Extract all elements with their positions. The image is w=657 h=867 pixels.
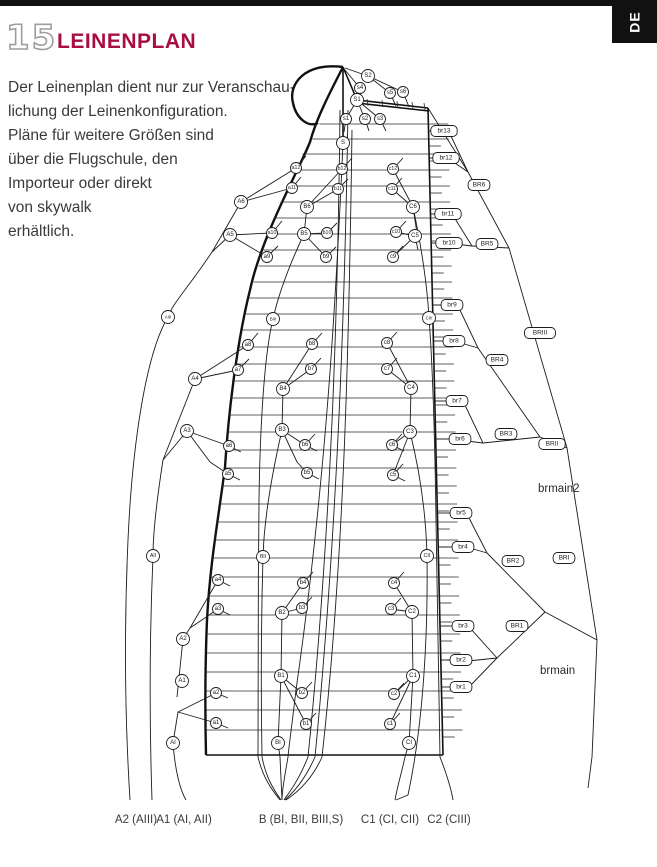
svg-text:c5: c5 [389,472,397,478]
node-b2 [297,688,308,699]
node-AIII [162,311,175,324]
svg-text:a2: a2 [212,690,220,696]
svg-text:B4: B4 [279,386,287,392]
node-c12 [388,164,399,175]
node-s4 [355,83,366,94]
node-CII [421,550,434,563]
node-br6 [449,434,471,445]
svg-text:b8: b8 [308,341,316,347]
node-B3 [276,424,289,437]
svg-text:c4: c4 [390,580,398,586]
node-B4 [277,383,290,396]
svg-text:S: S [340,140,346,146]
svg-text:BR2: BR2 [506,557,520,565]
svg-text:BR6: BR6 [472,181,486,189]
node-B6 [301,201,314,214]
svg-text:c11: c11 [388,186,396,192]
line-nodes [147,70,575,750]
node-BR5 [476,239,498,250]
svg-text:BI: BI [275,740,281,746]
intro-line: von skywalk [8,199,92,216]
svg-text:s3: s3 [376,116,384,122]
node-b12 [337,164,348,175]
svg-text:a8: a8 [244,342,252,348]
node-s2 [360,114,371,125]
node-b4 [298,578,309,589]
node-B2 [276,607,289,620]
legend-label: A2 (AIII) [114,814,158,826]
node-b11 [333,184,344,195]
svg-text:a9: a9 [263,254,271,260]
svg-text:C2: C2 [408,609,416,615]
node-BRII [539,439,565,450]
node-br2 [450,655,472,666]
svg-text:br10: br10 [442,239,456,247]
node-BI [272,737,285,750]
svg-text:br7: br7 [452,397,462,405]
node-S [337,137,350,150]
svg-text:CI: CI [406,740,412,746]
node-BRI [553,553,575,564]
node-BIII [267,313,280,326]
node-c11 [387,184,398,195]
node-b10 [322,228,333,239]
node-br12 [433,153,459,164]
svg-text:b11: b11 [333,186,343,192]
node-br3 [452,621,474,632]
node-a9 [262,252,273,263]
legend-label: A1 (AI, AII) [156,814,212,826]
svg-text:C4: C4 [407,385,415,391]
node-br5 [450,508,472,519]
intro-line: Importeur oder direkt [8,175,152,192]
language-tab-label: DE [626,10,643,33]
svg-text:B3: B3 [278,427,286,433]
node-A3 [181,425,194,438]
chapter-number: 15 [6,18,58,58]
node-c5 [388,470,399,481]
svg-text:BRII: BRII [545,440,559,448]
node-a6 [224,441,235,452]
svg-text:br8: br8 [449,337,459,345]
node-C4 [405,382,418,395]
svg-text:a6: a6 [225,443,233,449]
node-br13 [431,126,457,137]
svg-text:br5: br5 [456,509,466,517]
node-BR3 [495,429,517,440]
svg-text:BR1: BR1 [510,622,524,630]
intro-line: lichung der Leinenkonfiguration. [8,103,228,120]
svg-text:b10: b10 [322,230,332,236]
svg-text:br2: br2 [456,656,466,664]
node-c6 [387,440,398,451]
svg-text:a7: a7 [234,367,242,373]
node-br1 [450,682,472,693]
svg-text:c3: c3 [387,606,395,612]
svg-text:c10: c10 [391,229,401,235]
svg-text:br13: br13 [437,127,451,135]
node-S1 [351,94,364,107]
node-A1 [176,675,189,688]
intro-line: Pläne für weitere Größen sind [8,127,214,144]
node-C5 [409,230,422,243]
diagram-text-brmain2: brmain2 [538,483,580,495]
node-CIII [423,312,436,325]
node-a12 [291,163,302,174]
node-br9 [441,300,463,311]
node-br7 [446,396,468,407]
node-A4 [189,373,202,386]
svg-text:BR4: BR4 [490,356,504,364]
svg-text:a3: a3 [214,606,222,612]
intro-line: Der Leinenplan dient nur zur Veranschau- [8,79,295,96]
legend-label: C2 (CIII) [427,814,471,826]
svg-text:br1: br1 [456,683,466,691]
svg-text:A6: A6 [237,199,245,205]
diagram-text-brmain: brmain [540,665,576,677]
svg-text:br9: br9 [447,301,457,309]
svg-text:b3: b3 [298,605,306,611]
node-B1 [275,670,288,683]
svg-text:A2: A2 [179,636,187,642]
svg-text:s1: s1 [342,116,350,122]
node-s1 [341,114,352,125]
svg-text:c6: c6 [388,442,396,448]
svg-text:c9: c9 [389,254,397,260]
node-AII [147,550,160,563]
node-a10 [267,228,278,239]
node-S2 [362,70,375,83]
node-s3 [375,114,386,125]
svg-text:B1: B1 [277,673,285,679]
svg-text:b6: b6 [301,442,309,448]
node-a5 [223,469,234,480]
node-a8 [243,340,254,351]
node-a1 [211,718,222,729]
node-c10 [391,227,402,238]
intro-line: über die Flugschule, den [8,151,178,168]
svg-text:br4: br4 [458,543,468,551]
node-b7 [306,364,317,375]
svg-text:CIII: CIII [425,315,433,321]
node-BR4 [486,355,508,366]
node-CI [403,737,416,750]
svg-text:s4: s4 [356,85,364,91]
node-c9 [388,252,399,263]
svg-text:b1: b1 [302,721,310,727]
svg-text:b7: b7 [307,366,315,372]
svg-text:A4: A4 [191,376,199,382]
svg-text:CII: CII [423,553,431,559]
svg-text:C3: C3 [406,429,414,435]
legend-label: B (BI, BII, BIII,S) [258,814,344,826]
svg-text:BR3: BR3 [499,430,513,438]
svg-text:BR5: BR5 [480,240,494,248]
svg-text:s5: s5 [386,90,394,96]
node-BII [257,551,270,564]
svg-text:a5: a5 [224,471,232,477]
svg-text:s6: s6 [399,89,407,95]
page-title: LEINENPLAN [57,30,197,53]
node-BR2 [502,556,524,567]
svg-text:C1: C1 [409,673,417,679]
svg-text:AI: AI [170,740,176,746]
svg-text:AIII: AIII [164,314,172,320]
node-c8 [382,338,393,349]
node-c4 [389,578,400,589]
node-b3 [297,603,308,614]
rib-lines [206,99,462,737]
node-br10 [436,238,462,249]
node-b6 [300,440,311,451]
svg-text:BIII: BIII [269,316,277,322]
node-a11 [287,183,298,194]
svg-text:br12: br12 [439,154,453,162]
node-a7 [233,365,244,376]
node-br11 [435,209,461,220]
node-c2 [389,689,400,700]
svg-text:b2: b2 [298,690,306,696]
svg-text:b12: b12 [337,166,347,172]
node-A6 [235,196,248,209]
svg-text:A1: A1 [178,678,186,684]
svg-text:S2: S2 [364,73,372,79]
svg-text:s2: s2 [361,116,369,122]
svg-text:C5: C5 [411,233,419,239]
svg-text:B6: B6 [303,204,311,210]
node-b1 [301,719,312,730]
svg-text:BII: BII [259,554,267,560]
svg-text:b9: b9 [322,254,330,260]
svg-text:a4: a4 [214,577,222,583]
node-A2 [177,633,190,646]
svg-text:S1: S1 [353,97,361,103]
svg-text:br11: br11 [441,210,455,218]
svg-text:A5: A5 [226,232,234,238]
svg-text:C6: C6 [409,204,417,210]
node-b8 [307,339,318,350]
node-br8 [443,336,465,347]
node-C1 [407,670,420,683]
node-b9 [321,252,332,263]
node-BRIII [525,328,556,339]
svg-text:c1: c1 [386,721,394,727]
node-c1 [385,719,396,730]
svg-text:c12: c12 [388,166,398,172]
node-b5 [302,468,313,479]
svg-text:c2: c2 [390,691,398,697]
node-a2 [211,688,222,699]
svg-text:BRI: BRI [558,554,570,562]
intro-line: erhältlich. [8,223,75,240]
node-C2 [406,606,419,619]
svg-text:c7: c7 [383,366,391,372]
node-BR1 [506,621,528,632]
svg-text:B5: B5 [300,231,308,237]
svg-text:c8: c8 [383,340,391,346]
node-br4 [452,542,474,553]
node-A5 [224,229,237,242]
node-c7 [382,364,393,375]
node-c3 [386,604,397,615]
svg-text:B2: B2 [278,610,286,616]
svg-text:a12: a12 [291,165,301,171]
node-BR6 [468,180,490,191]
node-s5 [385,88,396,99]
node-B5 [298,228,311,241]
svg-text:a1: a1 [212,720,220,726]
svg-text:a11: a11 [287,185,297,191]
svg-text:br6: br6 [455,435,465,443]
svg-text:BRIII: BRIII [532,329,548,337]
svg-text:A3: A3 [183,428,191,434]
svg-text:b4: b4 [299,580,307,586]
node-C3 [404,426,417,439]
svg-text:br3: br3 [458,622,468,630]
node-a3 [213,604,224,615]
svg-text:AII: AII [149,553,157,559]
svg-text:a10: a10 [267,230,277,236]
svg-text:b5: b5 [303,470,311,476]
line-network [126,68,597,800]
legend-label: C1 (CI, CII) [360,814,420,826]
node-a4 [213,575,224,586]
node-s6 [398,87,409,98]
node-AI [167,737,180,750]
node-C6 [407,201,420,214]
